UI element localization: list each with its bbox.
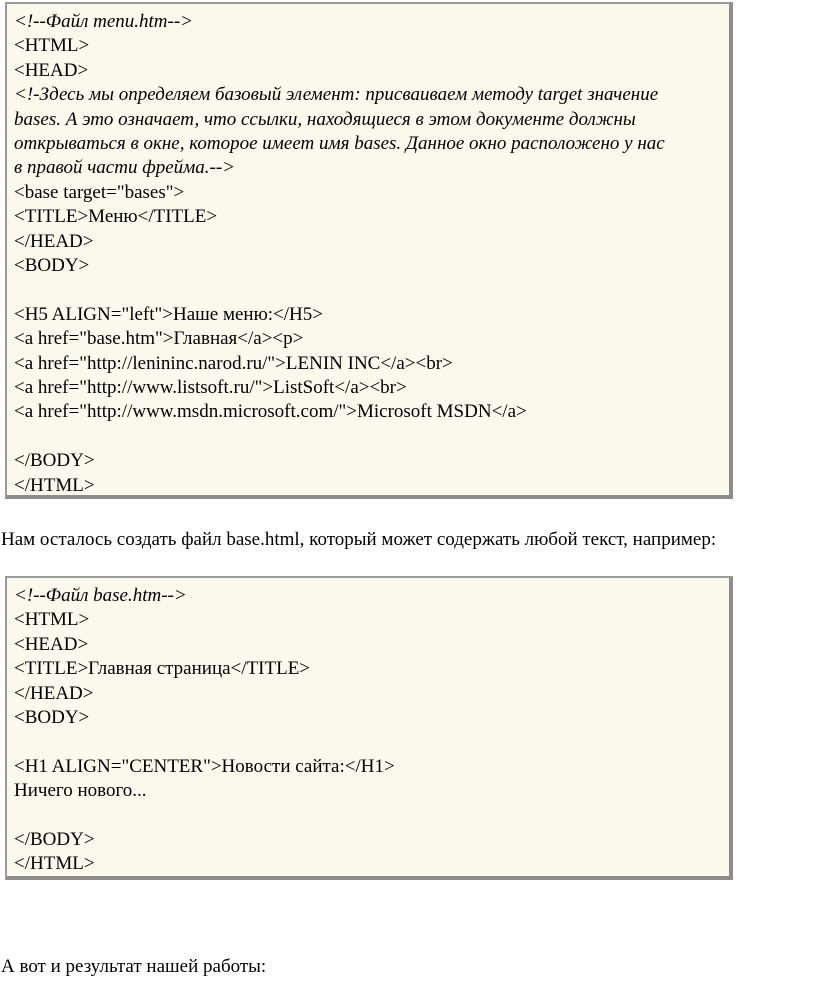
code-blank-line [14,804,729,828]
paragraph-result: А вот и результат нашей работы: [1,956,267,977]
code-line: <BODY> [14,706,90,728]
code-line: <a href="base.htm">Главная</a><p> [14,328,304,350]
code-line: </HTML> [14,474,95,496]
code-blank-line [14,425,729,449]
code-comment: <!-Здесь мы определяем базовый элемент: присваиваем методу target значение [14,84,659,106]
code-line: <HTML> [14,609,90,631]
code-line: <HEAD> [14,633,89,655]
code-line: <H1 ALIGN="CENTER">Новости сайта:</H1> [14,755,395,777]
code-line: <a href="http://lenininc.narod.ru/">LENIN INC</a><br> [14,352,453,374]
code-comment: <!--Файл menu.htm--> [14,11,193,32]
code-line: </BODY> [14,828,95,850]
paragraph-intro: Нам осталось создать файл base.html, который может содержать любой текст, например: [1,529,717,550]
code-comment: <!--Файл base.htm--> [14,585,187,606]
code-line: <TITLE>Меню</TITLE> [14,206,218,228]
code-line: </HTML> [14,853,95,875]
code-block-base [5,576,733,880]
code-line: </BODY> [14,450,95,472]
code-line: <HTML> [14,35,90,57]
code-line: </HEAD> [14,682,94,704]
code-line: <BODY> [14,254,90,276]
code-line: <a href="http://www.msdn.microsoft.com/">Microsoft MSDN</a> [14,401,527,423]
code-comment: в правой части фрейма.--> [14,157,235,179]
code-blank-line [14,278,729,302]
code-line: <base target="bases"> [14,181,185,203]
code-line: <TITLE>Главная страница</TITLE> [14,658,311,680]
code-line: </HEAD> [14,230,94,252]
code-line: <HEAD> [14,59,89,81]
code-block-menu [5,2,733,499]
code-comment: bases. А это означает, что ссылки, находящиеся в этом документе должны [14,108,636,130]
code-line: <a href="http://www.listsoft.ru/">ListSoft</a><br> [14,376,407,398]
code-line: <H5 ALIGN="left">Наше меню:</H5> [14,303,323,325]
code-line: Ничего нового... [14,780,147,802]
code-blank-line [14,730,729,754]
code-comment: открываться в окне, которое имеет имя bases. Данное окно расположено у нас [14,133,665,154]
